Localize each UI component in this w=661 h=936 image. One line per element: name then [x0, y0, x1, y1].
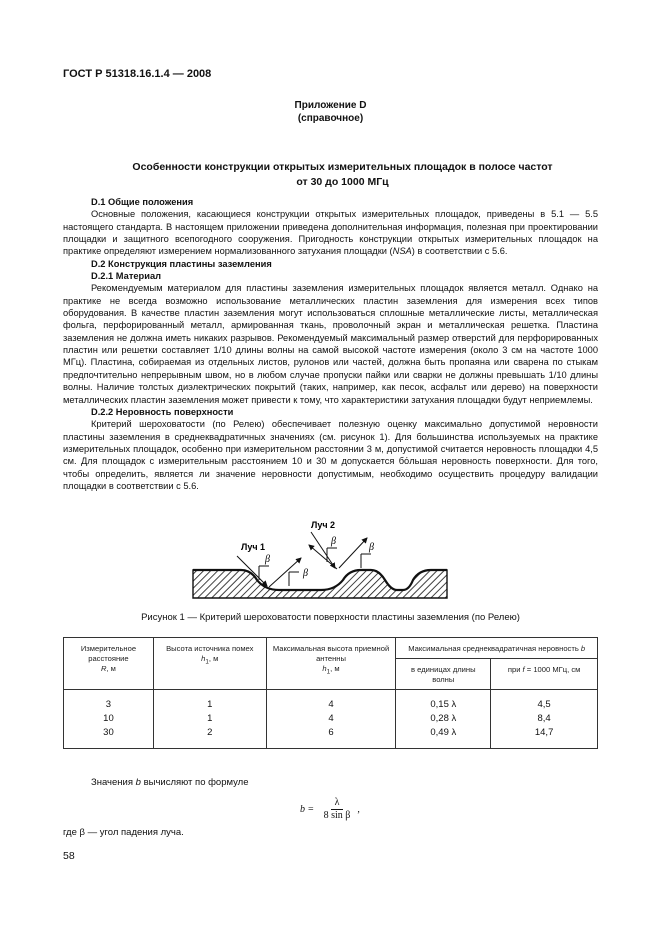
header-source-sub: 1 [205, 658, 209, 666]
section-d22-heading: D.2.2 Неровность поверхности [91, 406, 234, 417]
cell-wavelength: 0,49 λ [396, 726, 491, 749]
formula-lhs: b [300, 804, 305, 815]
appendix-title: Приложение D [294, 100, 367, 111]
cell-antenna-height: 4 [266, 712, 396, 726]
section-d22-paragraph: Критерий шероховатости (по Релею) обеспечивает полезную оценку максимально допустимой неровности пластины заземления в среднеквадратичных значениях (см. рисунок 1). Для большинства используемых на практике измерительных площадок, особенно при измерительном расстоянии 3 м, допустимой считается неровность площадки 4,5 см. Для площадок с измерительным расстоянием 10 и 30 м допускается бόльшая неровность поверхности. Для того, чтобы определить, является ли значение неровности допустимым, необходимо осуществить процедуру валидации площадки в соответствии с 5.6. [63, 419, 598, 491]
rough-surface [193, 570, 447, 598]
rayleigh-roughness-figure [185, 518, 455, 606]
beta-label-3: β [331, 536, 336, 547]
header-antenna-text: Максимальная высота приемной антенны [272, 644, 390, 663]
header-cm-b: = 1000 МГц, см [524, 665, 581, 674]
d1-text-b: ) в соответствии с 5.6. [411, 246, 508, 257]
formula-numerator: λ [331, 797, 344, 810]
document-code: ГОСТ Р 51318.16.1.4 — 2008 [63, 68, 212, 80]
table-row [64, 712, 598, 726]
appendix-heading [0, 99, 661, 125]
header-distance [64, 638, 154, 690]
cell-distance: 10 [64, 712, 154, 726]
header-source-height [153, 638, 266, 690]
header-antenna-height [266, 638, 396, 690]
header-wavelength-units: в единицах длины волны [396, 659, 491, 690]
cell-wavelength: 0,28 λ [396, 712, 491, 726]
header-source-unit: , м [208, 654, 219, 663]
formula-where: где β — угол падения луча. [63, 827, 184, 838]
body-text [63, 196, 598, 492]
beta-label-1: β [265, 554, 270, 565]
cell-distance: 3 [64, 690, 154, 713]
header-cm-units [491, 659, 598, 690]
cell-cm: 14,7 [491, 726, 598, 749]
section-d2-heading: D.2 Конструкция пластины заземления [91, 258, 272, 269]
formula-fraction [320, 797, 355, 822]
appendix-subtitle: (справочное) [297, 113, 364, 124]
site-parameters-table [63, 637, 598, 749]
beta-label-4: β [369, 542, 374, 553]
cell-distance: 30 [64, 726, 154, 749]
d1-text-a: Основные положения, касающиеся конструкции открытых измерительных площадок, приведены в 5.1 — 5.5 настоящего стандарта. В настоящем приложении приведена дополнительная информация, полезная при проектировании площадки и защитного всепогодного сооружения. Пригодность конструкции открытых измерительных площадок на практике определяют измерением нормализованного затухания площадки ( [63, 209, 598, 257]
formula-tail: , [357, 804, 360, 815]
beta-label-2: β [303, 568, 308, 579]
cell-source-height: 1 [153, 690, 266, 713]
page-title-line-1: Особенности конструкции открытых измерительных площадок в полосе частот [132, 161, 553, 173]
ray-2 [309, 532, 371, 569]
page-title-line-2: от 30 до 1000 МГц [296, 176, 389, 188]
header-roughness [396, 638, 598, 659]
formula-intro-symbol: b [135, 777, 141, 788]
section-d1-heading: D.1 Общие положения [91, 197, 194, 207]
table-row [64, 726, 598, 749]
nsa-abbr: NSA [392, 246, 412, 257]
section-d21-heading: D.2.1 Материал [91, 271, 162, 282]
header-distance-unit: , м [106, 664, 116, 673]
section-d1-paragraph [63, 208, 598, 257]
header-cm-a: при [507, 665, 523, 674]
page-title [90, 160, 595, 190]
cell-cm: 4,5 [491, 690, 598, 713]
cell-wavelength: 0,15 λ [396, 690, 491, 713]
formula-intro-a: Значения [91, 777, 136, 788]
ray-1-label: Луч 1 [241, 542, 266, 552]
header-antenna-sub: 1 [326, 668, 331, 676]
header-roughness-text: Максимальная среднеквадратичная неровность [408, 644, 579, 653]
header-distance-symbol: R [100, 664, 107, 673]
formula-equals: = [308, 804, 314, 815]
section-d21-paragraph: Рекомендуемым материалом для пластины заземления измерительных площадок является металл. Однако на практике не всегда возможно использование металлических пластин заземления для измерения всех типов оборудования. В качестве пластин заземления могут использоваться сплошные металлические листы, металлическая фольга, перфорированный металл, армированная ткань, проволочный экран и металлическая решетка. Пластина заземления не должна иметь никаких разрывов. Рекомендуемый максимальный размер отверстий для перфорированных пластин или решетки составляет 1/10 длины волны на самой высокой частоте измерения (около 3 см на частоте 1000 МГц). Пластина, собираемая из отдельных листов, рулонов или частей, должна быть пропаяна или сварена по стыкам предпочтительно непрерывным швом, но в любом случае пропуски пайки или сварки не должны превышать 1/10 длины волны. Наличие толстых диэлектрических покрытий (таких, например, как песок, асфальт или дерево) на поверхности металлических пластин заземления может привести к тому, что характеристики затухания площадки будут неприемлемы. [63, 283, 598, 405]
header-source-text: Высота источника помех [166, 644, 254, 653]
header-antenna-symbol: h [322, 664, 327, 673]
header-antenna-unit: , м [330, 664, 340, 673]
table-row [64, 690, 598, 713]
cell-antenna-height: 4 [266, 690, 396, 713]
header-cm-f: f [522, 665, 525, 674]
roughness-formula [300, 797, 360, 822]
header-distance-text: Измерительное расстояние [80, 644, 137, 663]
formula-intro-b: вычисляют по формуле [140, 777, 249, 788]
figure-caption: Рисунок 1 — Критерий шероховатости поверхности пластины заземления (по Релею) [141, 612, 520, 623]
header-roughness-symbol: b [580, 644, 586, 653]
formula-intro [91, 777, 249, 788]
table-header-row [64, 638, 598, 659]
cell-cm: 8,4 [491, 712, 598, 726]
page-number: 58 [63, 850, 75, 862]
cell-source-height: 1 [153, 712, 266, 726]
formula-denominator: 8 sin β [323, 810, 351, 821]
header-source-symbol: h [201, 654, 206, 663]
ray-2-label: Луч 2 [311, 520, 336, 530]
cell-source-height: 2 [153, 726, 266, 749]
cell-antenna-height: 6 [266, 726, 396, 749]
